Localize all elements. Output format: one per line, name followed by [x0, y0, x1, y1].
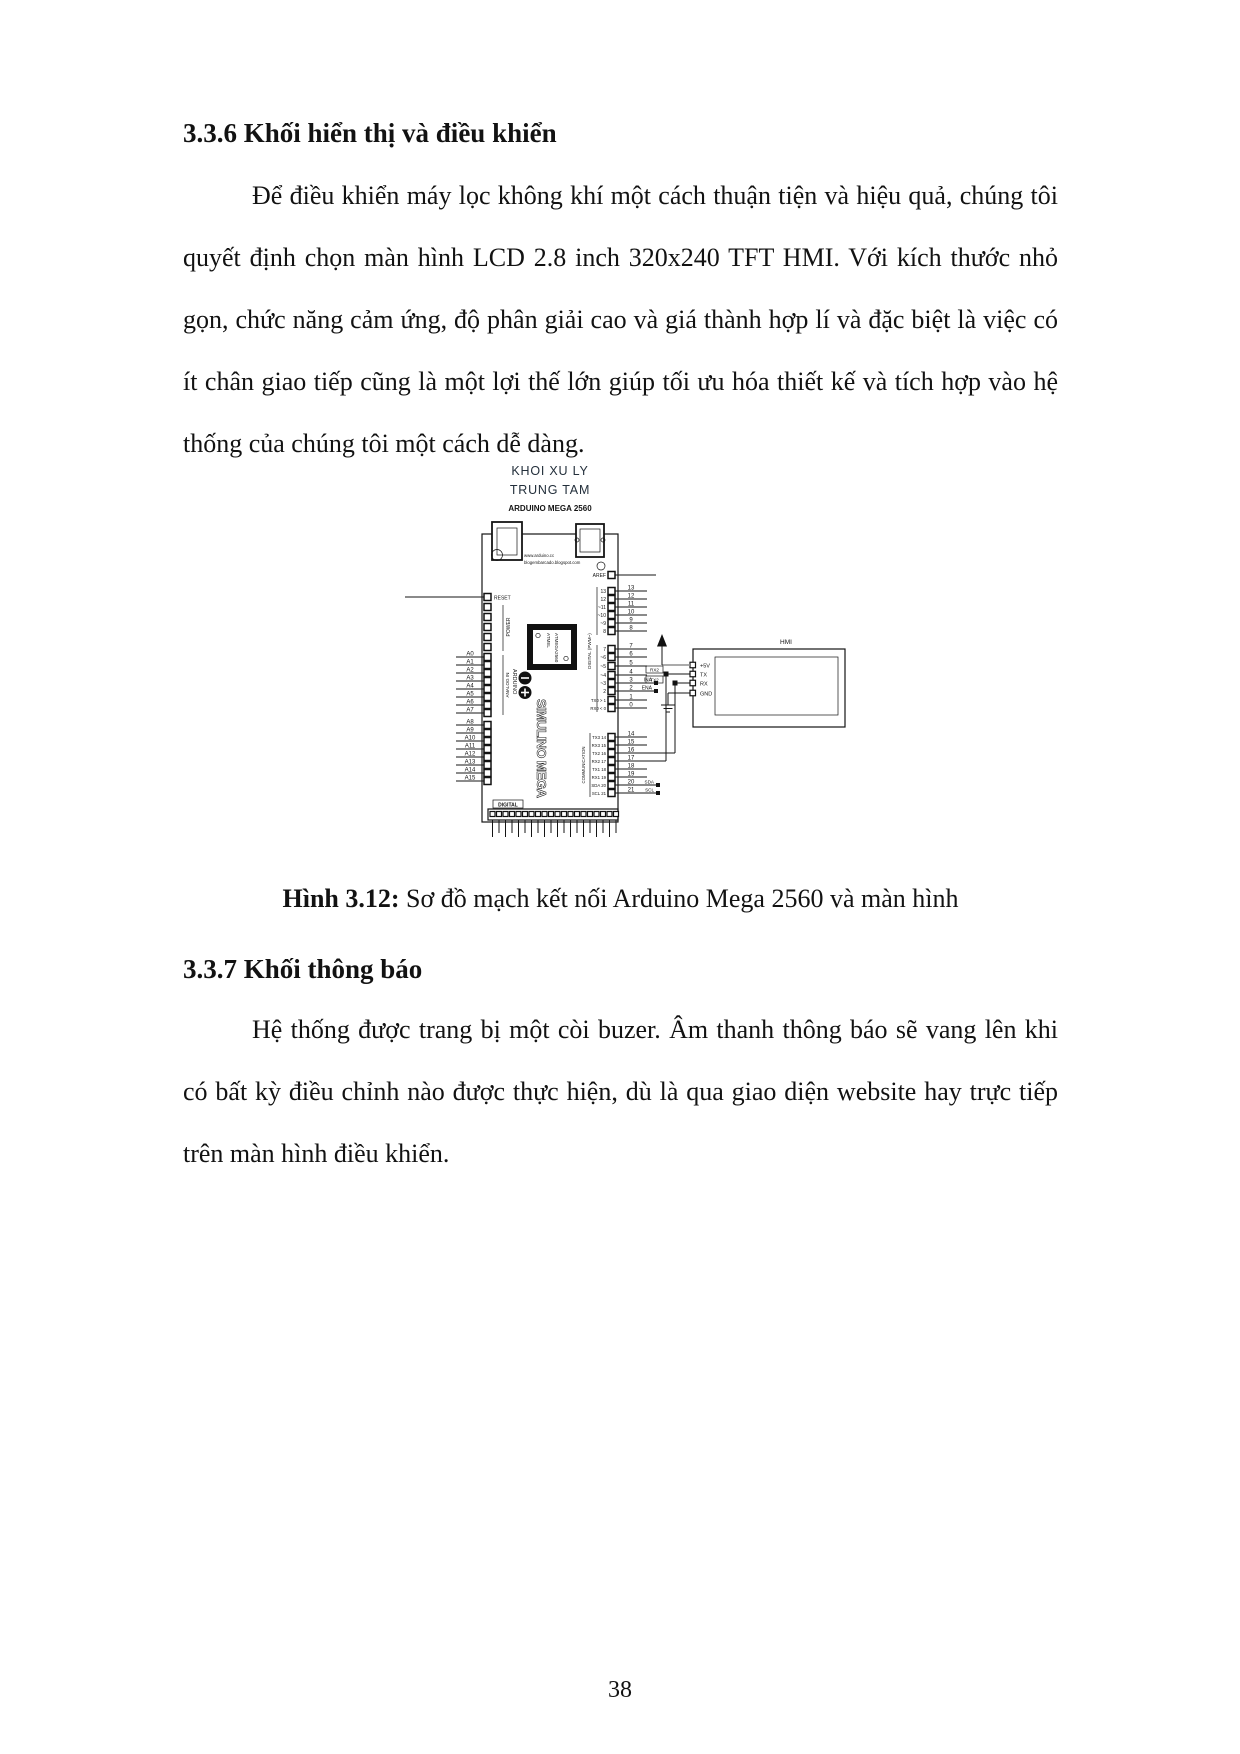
analog-group-label: ANALOG IN [505, 672, 510, 698]
digital-pin-label: ~10 [597, 613, 606, 619]
hmi-pin-label: +5V [700, 663, 710, 670]
hmi-screen [715, 657, 838, 715]
paragraph-337: Hệ thống được trang bị một còi buzer. Âm thanh thông báo sẽ vang lên khi có bất kỳ điều chỉnh nào được thực hiện, dù là qua giao diện website hay trực tiếp trên màn hình điều khiển. [183, 1015, 1058, 1168]
analog-pin-label: A0 [466, 651, 474, 658]
pwm-pin-label: ~4 [600, 673, 606, 679]
comm-pin-label: TX2 16 [592, 751, 606, 756]
hmi-label: HMI [780, 639, 792, 646]
diagram-title [508, 464, 592, 513]
wire-number: 14 [627, 731, 635, 738]
analog-pin-label: A15 [464, 775, 476, 782]
paragraph-336: Để điều khiển máy lọc không khí một cách thuận tiện và hiệu quả, chúng tôi quyết định chọn màn hình LCD 2.8 inch 320x240 TFT HMI. Với kích thước nhỏ gọn, chức năng cảm ứng, độ phân giải cao và giá thành hợp lí và đặc biệt là việc có ít chân giao tiếp cũng là một lợi thế lớn giúp tối ưu hóa thiết kế và tích hợp vào hệ thống của chúng tôi một cách dễ dàng. [183, 181, 1058, 458]
analog-header [456, 652, 510, 785]
mcu-chip [527, 624, 577, 670]
comm-group-label: COMMUNICATION [581, 746, 586, 784]
wire-number: 10 [627, 609, 635, 616]
pwm-pin-label: 7 [603, 647, 606, 653]
reset-button [597, 562, 605, 570]
digital-group-label: DIGITAL (PWM~) [587, 633, 592, 669]
comm-pin-label: TX3 14 [592, 735, 606, 740]
digital-pin-label: 8 [603, 629, 606, 635]
pwm-pin-label: ~6 [600, 655, 606, 661]
figure-caption-text: Sơ đồ mạch kết nối Arduino Mega 2560 và màn hình [399, 884, 959, 913]
power-header [405, 594, 512, 652]
arduino-vertical-label: ARDUINO [511, 669, 517, 695]
bottom-strip-label: DIGITAL [498, 802, 518, 809]
usb-connector [575, 524, 605, 557]
wire-number: 12 [627, 593, 635, 600]
power-group-label: POWER [506, 617, 512, 637]
hmi-wires [643, 634, 690, 761]
analog-pin-label: A14 [464, 767, 476, 774]
comm-pin-label: TX1 18 [592, 767, 606, 772]
analog-pin-label: A13 [464, 759, 476, 766]
comm-pin-label: SDA 20 [591, 783, 606, 788]
analog-pin-label: A9 [466, 727, 474, 734]
analog-pin-label: A1 [466, 659, 474, 666]
hmi-pin-label: GND [700, 691, 713, 698]
rx2-wire-label: RX2 [650, 667, 659, 673]
comm-pin-label: RX3 15 [591, 743, 606, 748]
comm-pin-label: RX1 19 [591, 775, 606, 780]
scl-wire-dot [656, 791, 660, 795]
comm-pin-label: RX2 17 [591, 759, 606, 764]
pwm-pin-label: ~5 [600, 664, 606, 670]
board-name-label: SIMULINO MEGA [534, 699, 549, 799]
serial0-pin-label: TX0 > 1 [590, 698, 606, 703]
wire-number: 13 [627, 585, 635, 592]
wire-number: 2 [629, 685, 633, 692]
section-heading-336: 3.3.6 Khối hiển thị và điều khiển [183, 118, 557, 148]
board-subtitle: ARDUINO MEGA 2560 [508, 504, 592, 513]
wire-number: 6 [629, 651, 633, 658]
digital-pin-label: ~11 [597, 605, 606, 611]
wire-number: 17 [627, 755, 635, 762]
figure-3-12 [282, 407, 959, 914]
board-url-1: www.arduino.cc [524, 553, 555, 558]
serial0-pin-label: RX0 < 0 [590, 706, 606, 711]
wire-number: 0 [629, 702, 633, 709]
pwm-header [590, 644, 658, 713]
hmi-pin-label: TX [700, 672, 708, 679]
aref-pin-label: AREF [592, 573, 606, 579]
reset-pin-label: RESET [494, 595, 511, 602]
bottom-digital-strip [488, 800, 619, 837]
wire-number: 4 [629, 669, 633, 676]
analog-pin-label: A12 [464, 751, 476, 758]
wire-number: 16 [627, 747, 635, 754]
wire-number: 8 [629, 625, 633, 632]
section-heading-337: 3.3.7 Khối thông báo [183, 954, 423, 984]
wire-number: 18 [627, 763, 635, 770]
pwm-pin-label: 2 [603, 689, 606, 695]
pwm-pin-label: ~3 [600, 681, 606, 687]
power-jack-connector [492, 522, 523, 561]
digital-pin-label: ~9 [600, 621, 606, 627]
hmi-pin-label: RX [700, 681, 708, 688]
ena-wire-label: ENA [641, 685, 652, 692]
circuit-diagram [400, 407, 860, 867]
title-line2: TRUNG TAM [509, 483, 591, 497]
wire-number: 3 [629, 677, 633, 684]
scl-wire-label: SCL [645, 787, 654, 793]
arduino-board [405, 522, 675, 837]
wire-number: 7 [629, 643, 633, 650]
analog-pin-label: A7 [466, 707, 474, 714]
figure-caption-label: Hình 3.12: [282, 884, 400, 913]
analog-pin-label: A2 [466, 667, 474, 674]
arduino-logo-icon [519, 672, 532, 700]
wire-number: 21 [627, 787, 635, 794]
board-url-2: blogembarcado.blogspot.com [524, 560, 581, 565]
wire-number: 19 [627, 771, 635, 778]
digital-pin-label: 13 [600, 589, 606, 595]
analog-pin-label: A4 [466, 683, 474, 690]
analog-pin-label: A3 [466, 675, 474, 682]
wire-number: 20 [627, 779, 635, 786]
wire-number: 1 [629, 694, 633, 701]
sda-wire-label: SDA [644, 779, 654, 785]
sda-wire-dot [656, 783, 660, 787]
analog-pin-label: A8 [466, 719, 474, 726]
page-number: 38 [608, 1677, 632, 1703]
tx-junction-dot [664, 672, 669, 677]
figure-caption [183, 884, 1058, 914]
hmi-display [690, 639, 845, 727]
ena-wire-dot [654, 689, 658, 693]
title-line1: KHOI XU LY [511, 464, 589, 478]
tx2-wire-label: TX2 [650, 677, 659, 683]
digital-pin-label: 12 [600, 597, 606, 603]
analog-pin-label: A6 [466, 699, 474, 706]
power-arrow-icon [657, 634, 667, 665]
rx-junction-dot [673, 681, 678, 686]
analog-pin-label: A5 [466, 691, 474, 698]
communication-header [581, 732, 675, 798]
comm-pin-label: SCL 21 [591, 791, 606, 796]
wire-number: 11 [627, 601, 635, 608]
chip-label-2: ATMEGA2560 [554, 633, 559, 663]
chip-label-1: ATMEL [546, 633, 551, 648]
ina-wire-label: INA [643, 677, 652, 684]
wire-number: 15 [627, 739, 635, 746]
wire-number: 9 [629, 617, 633, 624]
analog-pin-label: A10 [464, 735, 476, 742]
wire-number: 5 [629, 660, 633, 667]
analog-pin-label: A11 [464, 743, 476, 750]
